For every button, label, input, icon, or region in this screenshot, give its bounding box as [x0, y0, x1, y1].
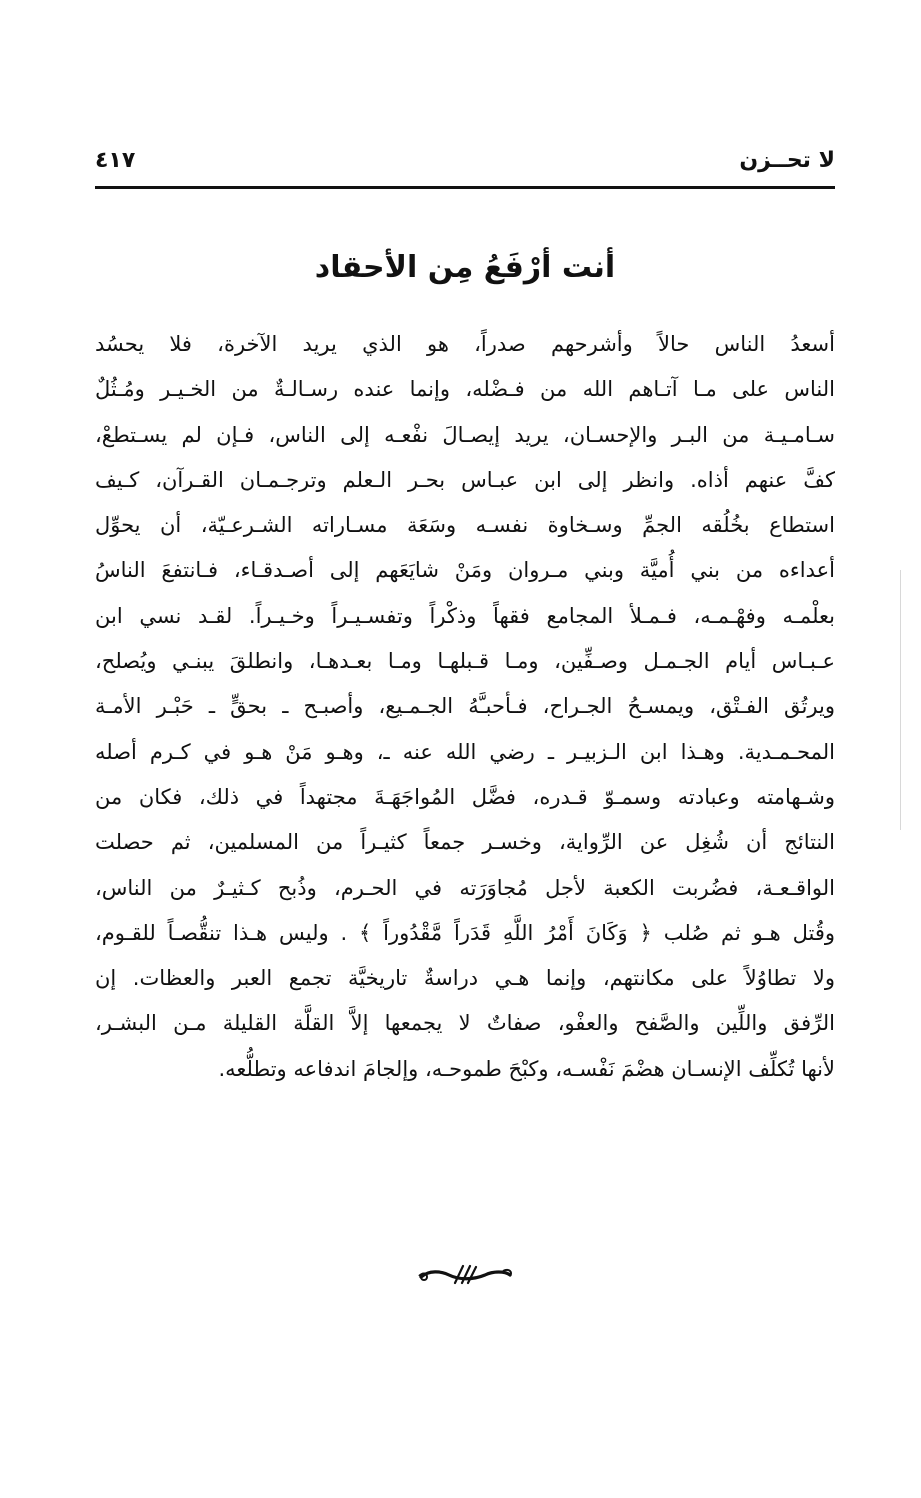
text-line: الواقـعـة، فضُربت الكعبة لأجل مُجاوَرَته في الحـرم، وذُبح كـثيـرٌ من الناس،	[95, 875, 835, 900]
page-number: ٤١٧	[95, 148, 136, 173]
text-line: ويرتُق الفـتْق، ويمسـحُ الجـراح، فـأحبـَّهُ الجـمـيع، وأصبـح ـ بحقٍّ ـ حَبْـر الأمـة	[95, 694, 835, 719]
text-line: أعداءه من بني أُميَّة وبني مـروان ومَنْ شايَعَهم إلى أصـدقـاء، فـانتفعَ الناسُ	[95, 558, 835, 583]
text-line: وقُتل هـو ثم صُلب ﴿ وَكَانَ أَمْرُ اللَّهِ قَدَراً مَّقْدُوراً ﴾ . وليس هـذا تنقُّصـاً للقـوم،	[95, 920, 835, 945]
text-line: عـبـاس أيام الجـمـل وصـفِّين، ومـا قـبلهـا ومـا بعـدهـا، وانطلقَ يبنـي ويُصلح،	[95, 649, 835, 674]
chapter-title: أنت أرْفَعُ مِن الأحقاد	[314, 250, 616, 285]
text-line: كفَّ عنهم أذاه. وانظر إلى ابن عبـاس بحـر الـعلم وترجـمـان القـرآن، كـيف	[95, 467, 835, 492]
text-line: الناس على مـا آتـاهم الله من فـضْله، وإنما عنده رسـالـةٌ من الخـيـر ومُـثُلٌ	[95, 377, 835, 402]
running-header	[95, 146, 835, 186]
text-line: لأنها تُكلِّف الإنسـان هضْمَ نَفْسـه، وكبْحَ طموحـه، وإلجامَ اندفاعه وتطلُّعه.	[218, 1056, 835, 1081]
page-edge-mark	[900, 570, 901, 830]
text-line: وشـهامته وعبادته وسمـوّ قـدره، فضَّل المُواجَهَـةَ مجتهداً في ذلك، فكان من	[95, 784, 835, 809]
section-end-ornament-icon	[415, 1262, 515, 1286]
book-title: لا تحــزن	[739, 148, 835, 173]
text-line: بعلْمـه وفهْـمـه، فـمـلأ المجامع فقهاً وذكْراً وتفسـيـراً وخـيـراً. لقـد نسي ابن	[95, 603, 835, 628]
text-line: ولا تطاوُلاً على مكانتهم، وإنما هـي دراسةٌ تاريخيَّة تجمع العبر والعظات. إن	[95, 966, 835, 991]
text-line: سـامـيـة من البـر والإحسـان، يريد إيصـالَ نفْعـه إلى الناس، فـإن لم يسـتطعْ،	[95, 422, 835, 447]
header-rule	[95, 186, 835, 189]
body-paragraph	[95, 322, 835, 1092]
text-line: الرِّفق واللِّين والصَّفح والعفْو، صفاتٌ لا يجمعها إلاَّ القلَّة القليلة مـن البشـر،	[95, 1011, 835, 1036]
text-line: أسعدُ الناس حالاً وأشرحهم صدراً، هو الذي يريد الآخرة، فلا يحسُد	[95, 332, 835, 356]
text-line: المحـمـدية. وهـذا ابن الـزبيـر ـ رضي الله عنه ـ، وهـو مَنْ هـو في كـرم أصله	[95, 739, 835, 764]
text-line: استطاع بخُلُقه الجمِّ وسـخاوة نفسـه وسَعَة مسـاراته الشـرعـيّة، أن يحوِّل	[95, 513, 835, 538]
text-line: النتائج أن شُغِل عن الرِّواية، وخسـر جمعاً كثيـراً من المسلمين، ثم حصلت	[95, 830, 835, 855]
